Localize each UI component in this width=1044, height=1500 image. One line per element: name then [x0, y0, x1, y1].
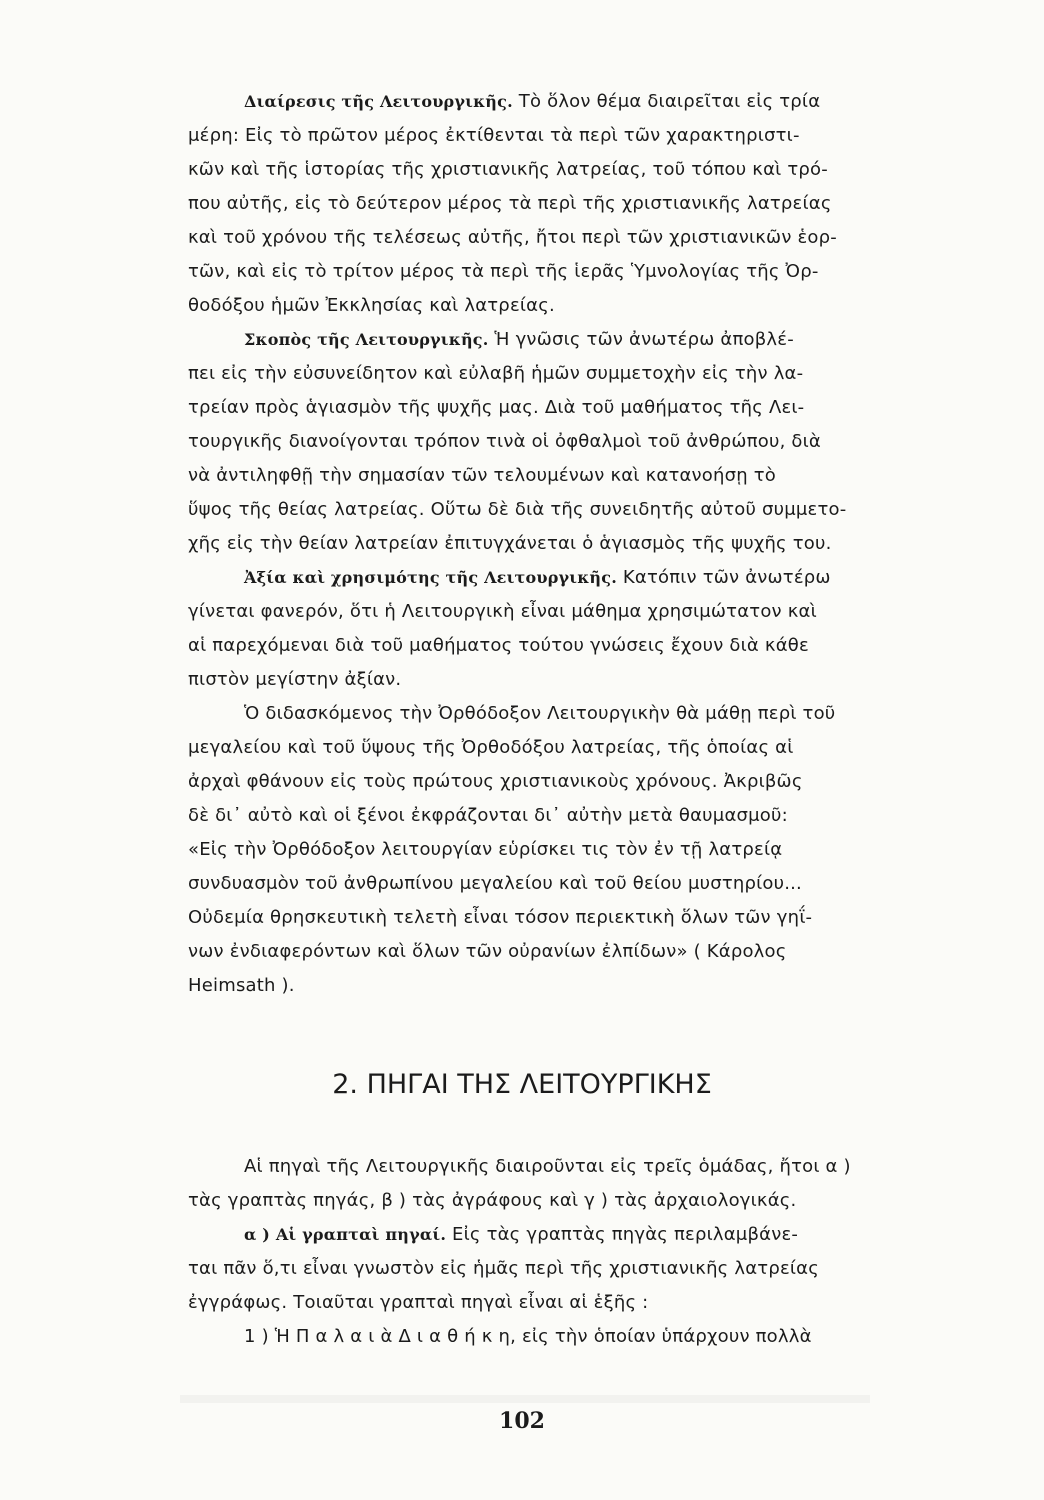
text-line: τὰς γραπτὰς πηγάς, β ) τὰς ἀγράφους καὶ γ ) τὰς ἀρχαιολογικάς.	[188, 1190, 797, 1211]
text-line: 1 ) Ἡ Π α λ α ι ὰ Δ ι α θ ή κ η, εἰς τὴν ὁποίαν ὑπάρχουν πολλὰ	[244, 1326, 812, 1347]
text-line: Σκοπὸς τῆς Λειτουργικῆς. Ἡ γνῶσις τῶν ἀνωτέρω ἀποβλέ-	[244, 329, 794, 350]
text-line: που αὐτῆς, εἰς τὸ δεύτερον μέρος τὰ περὶ τῆς χριστιανικῆς λατρείας	[188, 193, 832, 214]
text-line: συνδυασμὸν τοῦ ἀνθρωπίνου μεγαλείου καὶ τοῦ θείου μυστηρίου...	[188, 873, 802, 894]
text-line: Ὁ διδασκόμενος τὴν Ὀρθόδοξον Λειτουργικὴν θὰ μάθῃ περὶ τοῦ	[244, 703, 836, 724]
text-line: κῶν καὶ τῆς ἱστορίας τῆς χριστιανικῆς λατρείας, τοῦ τόπου καὶ τρό-	[188, 159, 828, 180]
text-line: Ἀξία καὶ χρησιμότης τῆς Λειτουργικῆς. Κατόπιν τῶν ἀνωτέρω	[244, 567, 831, 588]
text-line: τρείαν πρὸς ἁγιασμὸν τῆς ψυχῆς μας. Διὰ τοῦ μαθήματος τῆς Λει-	[188, 397, 805, 418]
text-line: τουργικῆς διανοίγονται τρόπον τινὰ οἱ ὀφθαλμοὶ τοῦ ἀνθρώπου, διὰ	[188, 431, 821, 452]
text-line: Heimsath ).	[188, 975, 295, 996]
text-line: τῶν, καὶ εἰς τὸ τρίτον μέρος τὰ περὶ τῆς ἱερᾶς Ὑμνολογίας τῆς Ὀρ-	[188, 261, 819, 282]
text-line: πιστὸν μεγίστην ἀξίαν.	[188, 669, 402, 690]
paragraph-heading: Σκοπὸς τῆς Λειτουργικῆς.	[244, 330, 489, 349]
paragraph-heading: Ἀξία καὶ χρησιμότης τῆς Λειτουργικῆς.	[244, 568, 617, 587]
text-line: ται πᾶν ὅ,τι εἶναι γνωστὸν εἰς ἡμᾶς περὶ τῆς χριστιανικῆς λατρείας	[188, 1258, 819, 1279]
bleed-through-shadow	[180, 1395, 870, 1403]
text-line: μεγαλείου καὶ τοῦ ὕψους τῆς Ὀρθοδόξου λατρείας, τῆς ὁποίας αἱ	[188, 737, 794, 758]
text-line: νὰ ἀντιληφθῇ τὴν σημασίαν τῶν τελουμένων καὶ κατανοήσῃ τὸ	[188, 465, 777, 486]
text-line: ὕψος τῆς θείας λατρείας. Οὕτω δὲ διὰ τῆς συνειδητῆς αὐτοῦ συμμετο-	[188, 499, 847, 520]
text-line: Αἱ πηγαὶ τῆς Λειτουργικῆς διαιροῦνται εἰς τρεῖς ὁμάδας, ἤτοι α )	[244, 1156, 851, 1177]
text-line: χῆς εἰς τὴν θείαν λατρείαν ἐπιτυγχάνεται ὁ ἁγιασμὸς τῆς ψυχῆς του.	[188, 533, 832, 554]
text-line: γίνεται φανερόν, ὅτι ἡ Λειτουργικὴ εἶναι μάθημα χρησιμώτατον καὶ	[188, 601, 817, 622]
text-line: Διαίρεσις τῆς Λειτουργικῆς. Τὸ ὅλον θέμα διαιρεῖται εἰς τρία	[244, 91, 821, 112]
text-line: «Εἰς τὴν Ὀρθόδοξον λειτουργίαν εὑρίσκει τις τὸν ἐν τῇ λατρείᾳ	[188, 839, 783, 860]
text-line: θοδόξου ἡμῶν Ἐκκλησίας καὶ λατρείας.	[188, 295, 555, 316]
text-line: δὲ δι᾽ αὐτὸ καὶ οἱ ξένοι ἐκφράζονται δι᾽ αὐτὴν μετὰ θαυμασμοῦ:	[188, 805, 788, 826]
text-line: καὶ τοῦ χρόνου τῆς τελέσεως αὐτῆς, ἤτοι περὶ τῶν χριστιανικῶν ἑορ-	[188, 227, 837, 248]
text-line: Οὐδεμία θρησκευτικὴ τελετὴ εἶναι τόσον περιεκτικὴ ὅλων τῶν γηΐ-	[188, 907, 813, 928]
text-line: πει εἰς τὴν εὐσυνείδητον καὶ εὐλαβῆ ἡμῶν συμμετοχὴν εἰς τὴν λα-	[188, 363, 804, 384]
paragraph-heading: α ) Αἱ γραπταὶ πηγαί.	[244, 1225, 447, 1244]
text-line: νων ἐνδιαφερόντων καὶ ὅλων τῶν οὐρανίων ἐλπίδων» ( Κάρολος	[188, 941, 787, 962]
page-number: 102	[499, 1408, 545, 1434]
text-line: ἐγγράφως. Τοιαῦται γραπταὶ πηγαὶ εἶναι αἱ ἑξῆς :	[188, 1292, 649, 1313]
text-line: α ) Αἱ γραπταὶ πηγαί. Εἰς τὰς γραπτὰς πηγὰς περιλαμβάνε-	[244, 1224, 799, 1245]
paragraph-heading: Διαίρεσις τῆς Λειτουργικῆς.	[244, 92, 513, 111]
text-line: αἱ παρεχόμεναι διὰ τοῦ μαθήματος τούτου γνώσεις ἔχουν διὰ κάθε	[188, 635, 809, 656]
section-heading: 2. ΠΗΓΑΙ ΤΗΣ ΛΕΙΤΟΥΡΓΙΚΗΣ	[332, 1069, 712, 1100]
text-line: ἀρχαὶ φθάνουν εἰς τοὺς πρώτους χριστιανικοὺς χρόνους. Ἀκριβῶς	[188, 771, 803, 792]
text-line: μέρη: Εἰς τὸ πρῶτον μέρος ἐκτίθενται τὰ περὶ τῶν χαρακτηριστι-	[188, 125, 800, 146]
